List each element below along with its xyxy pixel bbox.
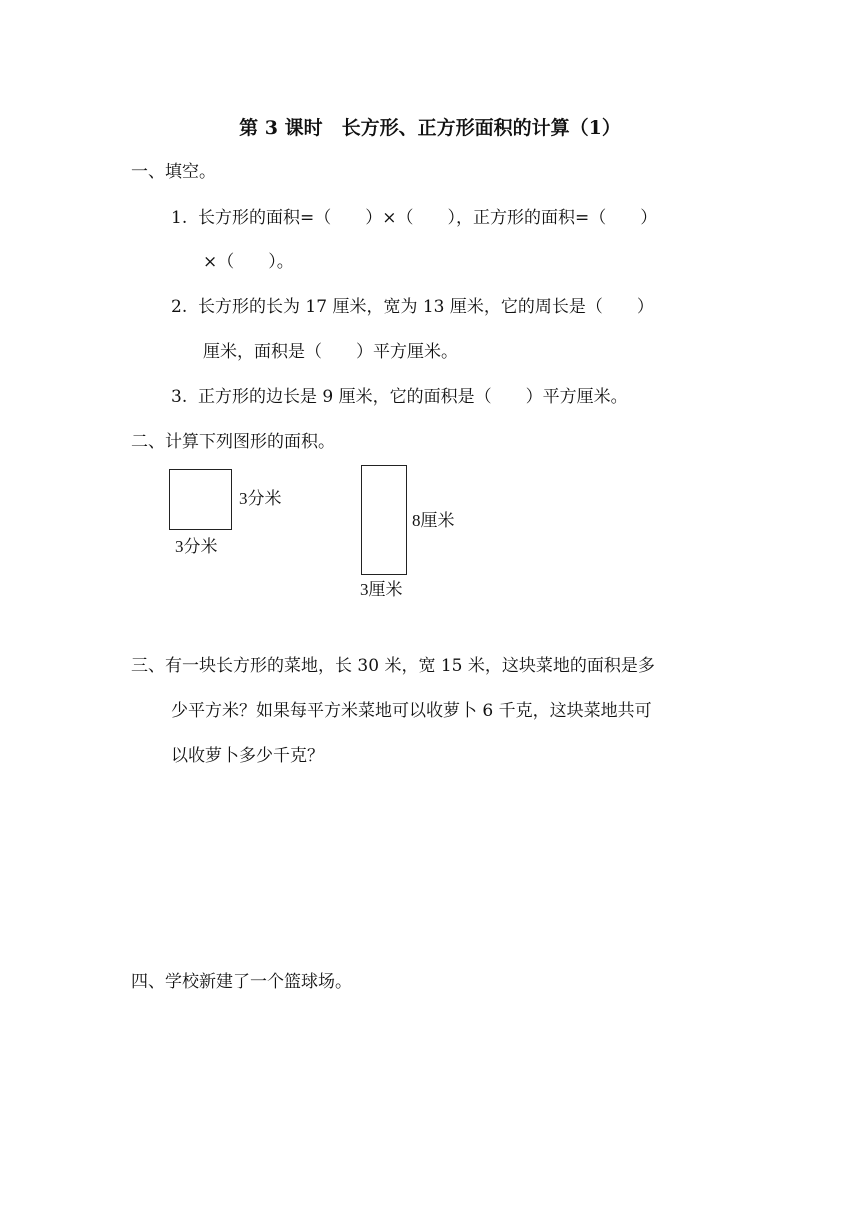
rectangle-width-label: 3厘米 xyxy=(360,580,403,599)
square-side-label-bottom: 3分米 xyxy=(175,537,218,556)
question-1-line-2: ×（ ）。 xyxy=(203,252,294,272)
square-side-label-right: 3分米 xyxy=(239,489,282,508)
section-3-line-2: 少平方米？如果每平方米菜地可以收萝卜 6 千克，这块菜地共可 xyxy=(171,701,652,721)
section-1-heading: 一、填空。 xyxy=(131,162,216,182)
question-3-line-1: 3. 正方形的边长是 9 厘米，它的面积是（ ）平方厘米。 xyxy=(171,387,628,407)
rectangle-height-label: 8厘米 xyxy=(412,511,455,530)
rectangle-figure xyxy=(361,465,407,575)
section-3-line-3: 以收萝卜多少千克？ xyxy=(171,746,324,766)
question-2-line-1: 2. 长方形的长为 17 厘米，宽为 13 厘米，它的周长是（ ） xyxy=(171,297,654,317)
section-3-line-1: 三、有一块长方形的菜地，长 30 米，宽 15 米，这块菜地的面积是多 xyxy=(131,656,655,676)
page-title: 第 3 课时 长方形、正方形面积的计算（1） xyxy=(239,117,621,139)
section-4-line-1: 四、学校新建了一个篮球场。 xyxy=(131,972,352,992)
question-1-line-1: 1. 长方形的面积=（ ）×（ ），正方形的面积=（ ） xyxy=(171,208,658,228)
section-2-heading: 二、计算下列图形的面积。 xyxy=(131,432,335,452)
question-2-line-2: 厘米，面积是（ ）平方厘米。 xyxy=(203,342,458,362)
square-figure xyxy=(169,469,232,530)
